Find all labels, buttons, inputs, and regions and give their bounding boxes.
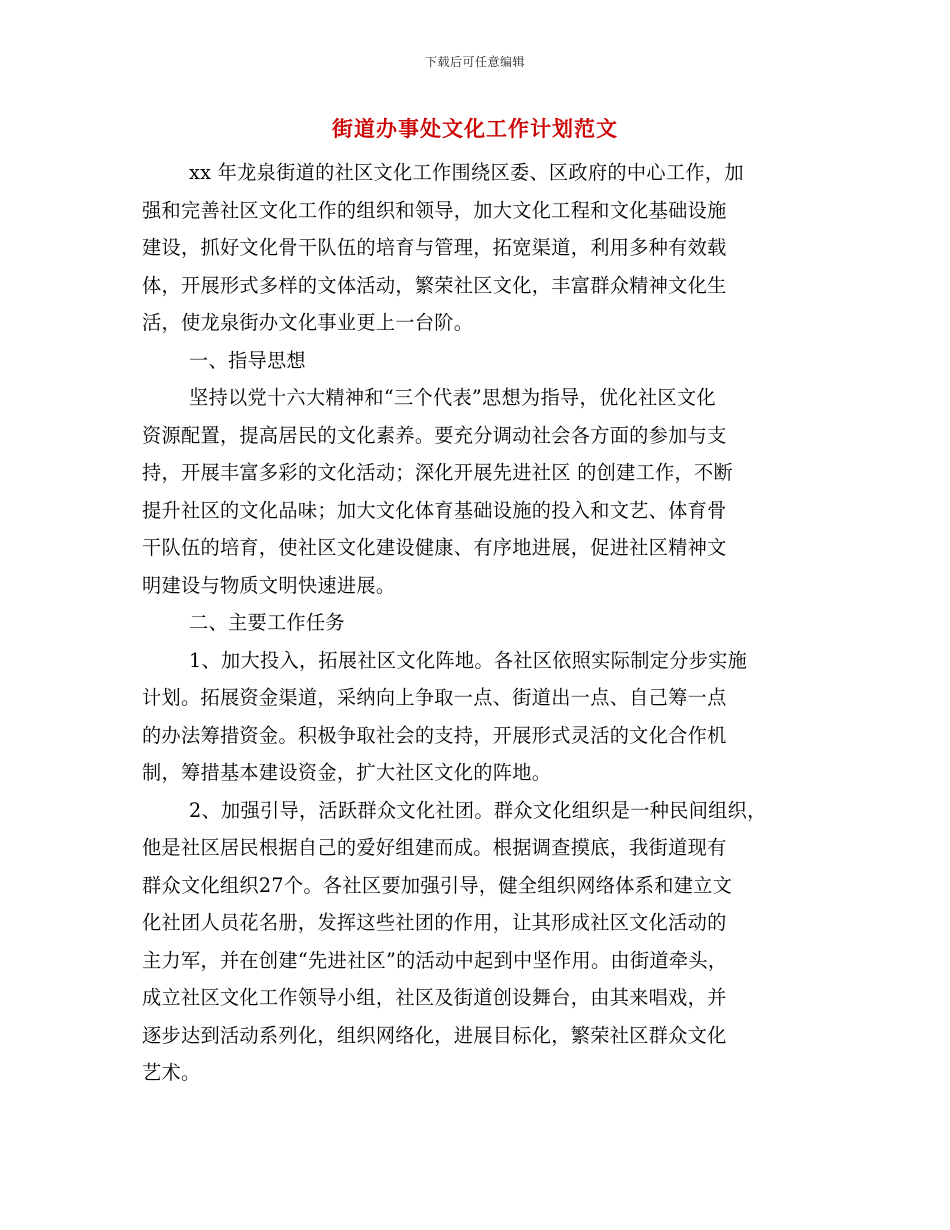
paragraph-line: 化社团人员花名册，发挥这些社团的作用，让其形成社区文化活动的 (142, 911, 727, 934)
paragraph-line: 坚持以党十六大精神和“三个代表”思想为指导，优化社区文化 (189, 386, 716, 409)
paragraph-line: 建设，抓好文化骨干队伍的培育与管理，拓宽渠道，利用多种有效载 (142, 236, 727, 259)
paragraph-line: 主力军，并在创建“先进社区”的活动中起到中坚作用。由街道牵头， (142, 948, 728, 972)
paragraph-line: 活，使龙泉街办文化事业更上一台阶。 (142, 311, 474, 334)
paragraph-line: 成立社区文化工作领导小组，社区及街道创设舞台，由其来唱戏，并 (142, 986, 727, 1009)
section-heading-main-tasks (142, 604, 807, 642)
paragraph-line: 提升社区的文化品味；加大文化体育基础设施的投入和文艺、体育骨 (142, 498, 727, 522)
intro-paragraph (142, 154, 807, 342)
section-heading-guiding-thought (142, 342, 807, 380)
document-body (142, 154, 807, 1092)
header-note: 下载后可任意编辑 (424, 55, 525, 69)
paragraph-line: 他是社区居民根据自己的爱好组建而成。根据调查摸底，我街道现有 (142, 836, 727, 859)
paragraph-line: 干队伍的培育，使社区文化建设健康、有序地进展，促进社区精神文 (142, 536, 727, 559)
paragraph-line: 强和完善社区文化工作的组织和领导，加大文化工程和文化基础设施 (142, 198, 727, 222)
paragraph-line: 计划。拓展资金渠道，采纳向上争取一点、街道出一点、自己筹一点 (142, 686, 727, 709)
paragraph-line: 明建设与物质文明快速进展。 (142, 573, 396, 597)
task-1-paragraph (142, 642, 807, 792)
paragraph-line: 制，筹措基本建设资金，扩大社区文化的阵地。 (142, 761, 552, 784)
section-heading: 一、指导思想 (189, 348, 306, 372)
section-heading: 二、主要工作任务 (189, 611, 345, 634)
paragraph-line: 的办法筹措资金。积极争取社会的支持，开展形式灵活的文化合作机 (142, 723, 727, 747)
document-title: 街道办事处文化工作计划范文 (332, 116, 618, 141)
guiding-thought-paragraph (142, 379, 807, 604)
paragraph-line: 逐步达到活动系列化，组织网络化，进展目标化，繁荣社区群众文化 (142, 1023, 727, 1047)
paragraph-line: 持，开展丰富多彩的文化活动；深化开展先进社区 的创建工作，不断 (142, 461, 734, 484)
paragraph-line: 资源配置，提高居民的文化素养。要充分调动社会各方面的参加与支 (142, 423, 727, 447)
paragraph-line: 体，开展形式多样的文体活动，繁荣社区文化，丰富群众精神文化生 (142, 273, 727, 297)
task-2-paragraph (142, 792, 807, 1092)
paragraph-line: 群众文化组织27个。各社区要加强引导，健全组织网络体系和建立文 (142, 873, 733, 897)
paragraph-line: 1、加大投入，拓展社区文化阵地。各社区依照实际制定分步实施 (189, 648, 748, 672)
paragraph-line: xx 年龙泉街道的社区文化工作围绕区委、区政府的中心工作，加 (189, 161, 744, 184)
paragraph-line: 艺术。 (142, 1061, 201, 1084)
paragraph-line: 2、加强引导，活跃群众文化社团。群众文化组织是一种民间组织， (189, 798, 767, 822)
